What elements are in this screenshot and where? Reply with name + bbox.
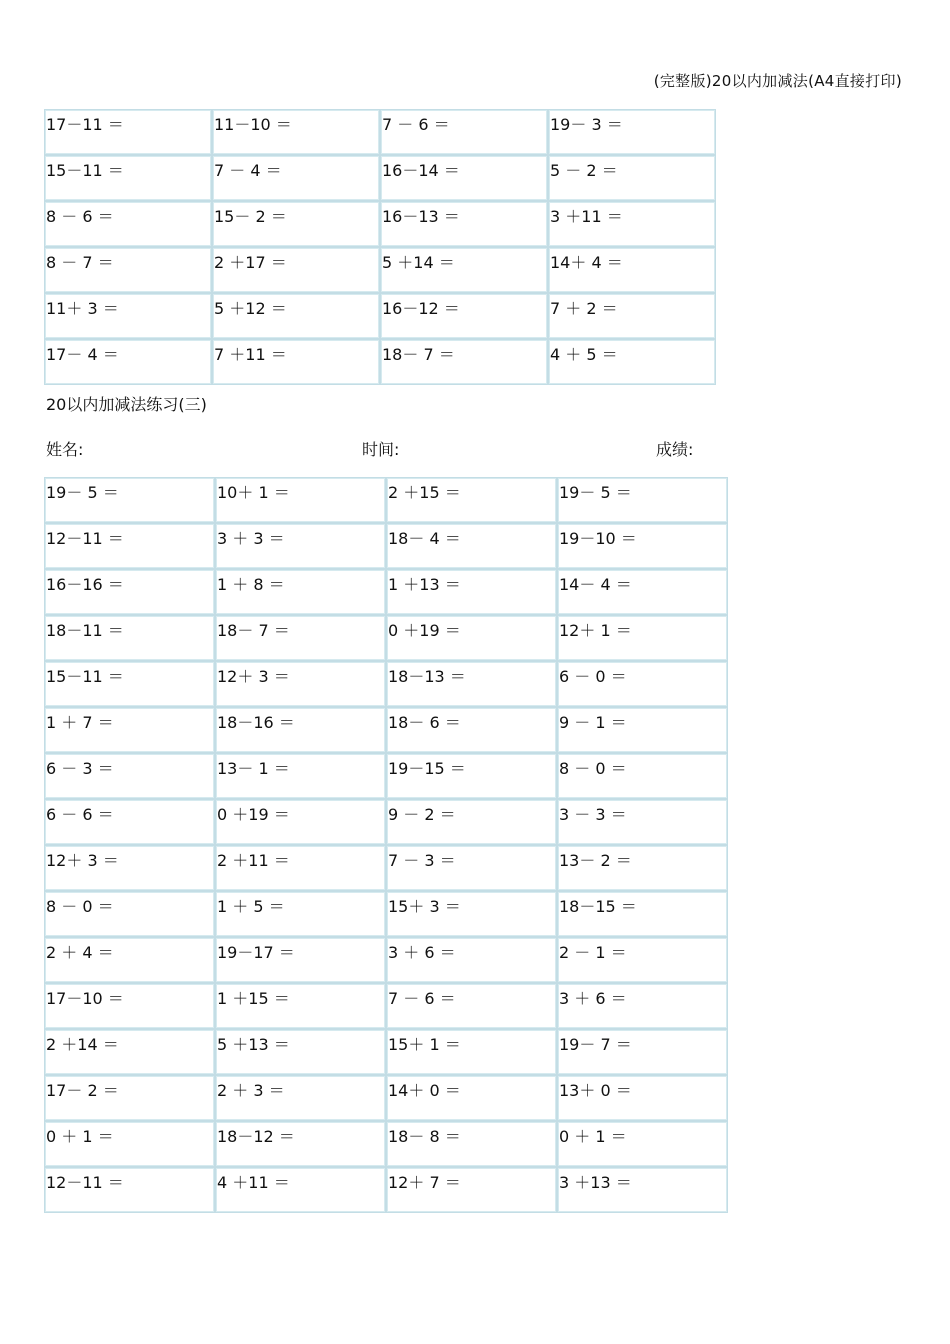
problem-text: 1 ＋15 ＝ <box>217 989 290 1008</box>
problem-cell[interactable] <box>380 247 548 293</box>
problem-cell[interactable] <box>386 891 557 937</box>
problem-text: 2 ＋11 ＝ <box>217 851 290 870</box>
problem-cell[interactable] <box>215 1121 386 1167</box>
problem-text: 12－11 ＝ <box>46 529 124 548</box>
problem-cell[interactable] <box>212 339 380 385</box>
problem-text: 2 ＋ 3 ＝ <box>217 1081 285 1100</box>
problem-row <box>44 615 728 661</box>
problem-cell[interactable] <box>557 845 728 891</box>
problem-row <box>44 799 728 845</box>
problem-cell[interactable] <box>557 523 728 569</box>
time-label: 时间: <box>362 440 400 459</box>
problem-cell[interactable] <box>44 293 212 339</box>
problem-cell[interactable] <box>44 983 215 1029</box>
problem-cell[interactable] <box>44 109 212 155</box>
problem-row <box>44 155 716 201</box>
problem-grid-bottom <box>44 477 728 1213</box>
problem-cell[interactable] <box>215 1075 386 1121</box>
problem-cell[interactable] <box>557 1075 728 1121</box>
problem-cell[interactable] <box>557 569 728 615</box>
problem-text: 5 ＋12 ＝ <box>214 299 287 318</box>
problem-row <box>44 661 728 707</box>
problem-text: 18－15 ＝ <box>559 897 637 916</box>
problem-text: 3 ＋13 ＝ <box>559 1173 632 1192</box>
problem-cell[interactable] <box>557 477 728 523</box>
page-header: (完整版)20以内加减法(A4直接打印) <box>653 72 902 90</box>
problem-cell[interactable] <box>212 155 380 201</box>
problem-row <box>44 983 728 1029</box>
problem-row <box>44 891 728 937</box>
problem-cell[interactable] <box>44 1121 215 1167</box>
problem-cell[interactable] <box>380 155 548 201</box>
section-title: 20以内加减法练习(三) <box>46 395 207 414</box>
problem-text: 14－ 4 ＝ <box>559 575 632 594</box>
problem-text: 15－11 ＝ <box>46 667 124 686</box>
problem-cell[interactable] <box>557 1121 728 1167</box>
problem-cell[interactable] <box>548 109 716 155</box>
problem-text: 16－14 ＝ <box>382 161 460 180</box>
problem-cell[interactable] <box>557 937 728 983</box>
problem-text: 17－ 4 ＝ <box>46 345 119 364</box>
problem-cell[interactable] <box>215 799 386 845</box>
problem-text: 5 ＋13 ＝ <box>217 1035 290 1054</box>
problem-text: 7 － 4 ＝ <box>214 161 282 180</box>
problem-cell[interactable] <box>557 891 728 937</box>
problem-text: 1 ＋ 7 ＝ <box>46 713 114 732</box>
problem-cell[interactable] <box>44 339 212 385</box>
problem-cell[interactable] <box>44 891 215 937</box>
problem-text: 4 ＋ 5 ＝ <box>550 345 618 364</box>
problem-row <box>44 339 716 385</box>
problem-text: 8 － 0 ＝ <box>559 759 627 778</box>
problem-cell[interactable] <box>44 845 215 891</box>
problem-row <box>44 1121 728 1167</box>
problem-cell[interactable] <box>386 1121 557 1167</box>
problem-cell[interactable] <box>557 1167 728 1213</box>
problem-cell[interactable] <box>44 661 215 707</box>
problem-text: 2 － 1 ＝ <box>559 943 627 962</box>
problem-cell[interactable] <box>44 937 215 983</box>
problem-cell[interactable] <box>212 109 380 155</box>
problem-text: 12＋ 1 ＝ <box>559 621 632 640</box>
problem-cell[interactable] <box>380 109 548 155</box>
problem-cell[interactable] <box>380 293 548 339</box>
problem-cell[interactable] <box>557 753 728 799</box>
problem-cell[interactable] <box>215 477 386 523</box>
problem-cell[interactable] <box>548 201 716 247</box>
problem-text: 11－10 ＝ <box>214 115 292 134</box>
problem-text: 2 ＋ 4 ＝ <box>46 943 114 962</box>
problem-text: 8 － 0 ＝ <box>46 897 114 916</box>
problem-cell[interactable] <box>557 615 728 661</box>
problem-text: 2 ＋17 ＝ <box>214 253 287 272</box>
problem-grid-top <box>44 109 716 385</box>
problem-text: 7 － 6 ＝ <box>382 115 450 134</box>
problem-text: 16－13 ＝ <box>382 207 460 226</box>
problem-cell[interactable] <box>380 339 548 385</box>
problem-cell[interactable] <box>386 569 557 615</box>
problem-cell[interactable] <box>557 707 728 753</box>
problem-row <box>44 201 716 247</box>
problem-cell[interactable] <box>44 569 215 615</box>
problem-cell[interactable] <box>557 1029 728 1075</box>
problem-text: 8 － 6 ＝ <box>46 207 114 226</box>
problem-row <box>44 707 728 753</box>
problem-cell[interactable] <box>212 293 380 339</box>
score-label: 成绩: <box>656 440 694 459</box>
problem-text: 18－13 ＝ <box>388 667 466 686</box>
problem-row <box>44 753 728 799</box>
problem-cell[interactable] <box>44 201 212 247</box>
problem-text: 1 ＋13 ＝ <box>388 575 461 594</box>
problem-text: 5 ＋14 ＝ <box>382 253 455 272</box>
problem-cell[interactable] <box>380 201 548 247</box>
name-label: 姓名: <box>46 440 84 459</box>
problem-row <box>44 247 716 293</box>
problem-cell[interactable] <box>215 661 386 707</box>
problem-text: 0 ＋ 1 ＝ <box>46 1127 114 1146</box>
problem-cell[interactable] <box>215 891 386 937</box>
problem-cell[interactable] <box>215 753 386 799</box>
problem-text: 1 ＋ 5 ＝ <box>217 897 285 916</box>
problem-text: 6 － 0 ＝ <box>559 667 627 686</box>
problem-text: 19－ 7 ＝ <box>559 1035 632 1054</box>
problem-text: 6 － 3 ＝ <box>46 759 114 778</box>
problem-cell[interactable] <box>215 983 386 1029</box>
problem-text: 12－11 ＝ <box>46 1173 124 1192</box>
problem-cell[interactable] <box>44 477 215 523</box>
problem-row <box>44 109 716 155</box>
problem-cell[interactable] <box>44 155 212 201</box>
problem-row <box>44 477 728 523</box>
problem-text: 18－ 4 ＝ <box>388 529 461 548</box>
problem-text: 7 － 3 ＝ <box>388 851 456 870</box>
problem-text: 3 ＋ 6 ＝ <box>388 943 456 962</box>
problem-text: 5 － 2 ＝ <box>550 161 618 180</box>
problem-cell[interactable] <box>215 707 386 753</box>
problem-text: 3 ＋ 3 ＝ <box>217 529 285 548</box>
problem-cell[interactable] <box>386 937 557 983</box>
problem-cell[interactable] <box>215 1167 386 1213</box>
problem-row <box>44 1167 728 1213</box>
problem-text: 15－11 ＝ <box>46 161 124 180</box>
problem-text: 9 － 1 ＝ <box>559 713 627 732</box>
problem-cell[interactable] <box>44 707 215 753</box>
problem-text: 16－16 ＝ <box>46 575 124 594</box>
problem-cell[interactable] <box>212 247 380 293</box>
problem-text: 11＋ 3 ＝ <box>46 299 119 318</box>
problem-text: 18－ 7 ＝ <box>382 345 455 364</box>
problem-row <box>44 523 728 569</box>
problem-text: 14＋ 0 ＝ <box>388 1081 461 1100</box>
problem-cell[interactable] <box>548 339 716 385</box>
problem-cell[interactable] <box>386 477 557 523</box>
problem-text: 0 ＋ 1 ＝ <box>559 1127 627 1146</box>
problem-text: 3 ＋ 6 ＝ <box>559 989 627 1008</box>
problem-cell[interactable] <box>44 799 215 845</box>
problem-cell[interactable] <box>44 753 215 799</box>
problem-text: 3 ＋11 ＝ <box>550 207 623 226</box>
problem-cell[interactable] <box>215 845 386 891</box>
problem-cell[interactable] <box>215 937 386 983</box>
problem-text: 15＋ 3 ＝ <box>388 897 461 916</box>
problem-cell[interactable] <box>386 1075 557 1121</box>
problem-text: 14＋ 4 ＝ <box>550 253 623 272</box>
problem-text: 4 ＋11 ＝ <box>217 1173 290 1192</box>
problem-cell[interactable] <box>44 523 215 569</box>
problem-text: 15－ 2 ＝ <box>214 207 287 226</box>
problem-text: 18－ 6 ＝ <box>388 713 461 732</box>
problem-cell[interactable] <box>386 799 557 845</box>
problem-cell[interactable] <box>212 201 380 247</box>
problem-text: 12＋ 3 ＝ <box>217 667 290 686</box>
problem-text: 19－ 3 ＝ <box>550 115 623 134</box>
problem-row <box>44 1075 728 1121</box>
problem-text: 12＋ 3 ＝ <box>46 851 119 870</box>
problem-text: 0 ＋19 ＝ <box>388 621 461 640</box>
problem-cell[interactable] <box>386 1029 557 1075</box>
problem-row <box>44 937 728 983</box>
problem-cell[interactable] <box>386 615 557 661</box>
problem-cell[interactable] <box>386 1167 557 1213</box>
problem-text: 19－ 5 ＝ <box>46 483 119 502</box>
problem-text: 18－11 ＝ <box>46 621 124 640</box>
problem-cell[interactable] <box>44 1029 215 1075</box>
problem-row <box>44 569 728 615</box>
problem-text: 19－15 ＝ <box>388 759 466 778</box>
problem-cell[interactable] <box>548 155 716 201</box>
problem-cell[interactable] <box>215 1029 386 1075</box>
problem-text: 13＋ 0 ＝ <box>559 1081 632 1100</box>
problem-text: 8 － 7 ＝ <box>46 253 114 272</box>
problem-text: 17－11 ＝ <box>46 115 124 134</box>
problem-text: 18－ 8 ＝ <box>388 1127 461 1146</box>
problem-cell[interactable] <box>548 247 716 293</box>
problem-row <box>44 1029 728 1075</box>
problem-text: 6 － 6 ＝ <box>46 805 114 824</box>
problem-text: 17－ 2 ＝ <box>46 1081 119 1100</box>
problem-text: 3 － 3 ＝ <box>559 805 627 824</box>
problem-text: 9 － 2 ＝ <box>388 805 456 824</box>
problem-text: 0 ＋19 ＝ <box>217 805 290 824</box>
problem-row <box>44 845 728 891</box>
problem-cell[interactable] <box>557 661 728 707</box>
problem-cell[interactable] <box>557 983 728 1029</box>
problem-cell[interactable] <box>386 753 557 799</box>
problem-text: 13－ 1 ＝ <box>217 759 290 778</box>
problem-cell[interactable] <box>44 1075 215 1121</box>
problem-cell[interactable] <box>215 569 386 615</box>
problem-text: 18－12 ＝ <box>217 1127 295 1146</box>
problem-cell[interactable] <box>44 1167 215 1213</box>
problem-text: 2 ＋14 ＝ <box>46 1035 119 1054</box>
problem-text: 1 ＋ 8 ＝ <box>217 575 285 594</box>
problem-cell[interactable] <box>44 615 215 661</box>
problem-text: 18－16 ＝ <box>217 713 295 732</box>
problem-text: 18－ 7 ＝ <box>217 621 290 640</box>
problem-text: 2 ＋15 ＝ <box>388 483 461 502</box>
problem-text: 7 ＋11 ＝ <box>214 345 287 364</box>
problem-text: 19－17 ＝ <box>217 943 295 962</box>
problem-text: 12＋ 7 ＝ <box>388 1173 461 1192</box>
problem-cell[interactable] <box>386 523 557 569</box>
problem-cell[interactable] <box>215 615 386 661</box>
problem-text: 7 － 6 ＝ <box>388 989 456 1008</box>
problem-cell[interactable] <box>386 661 557 707</box>
problem-text: 7 ＋ 2 ＝ <box>550 299 618 318</box>
problem-cell[interactable] <box>386 845 557 891</box>
problem-text: 19－10 ＝ <box>559 529 637 548</box>
problem-row <box>44 293 716 339</box>
problem-cell[interactable] <box>386 983 557 1029</box>
problem-cell[interactable] <box>386 707 557 753</box>
problem-text: 17－10 ＝ <box>46 989 124 1008</box>
problem-text: 13－ 2 ＝ <box>559 851 632 870</box>
problem-cell[interactable] <box>44 247 212 293</box>
problem-text: 16－12 ＝ <box>382 299 460 318</box>
problem-cell[interactable] <box>548 293 716 339</box>
problem-text: 19－ 5 ＝ <box>559 483 632 502</box>
problem-text: 15＋ 1 ＝ <box>388 1035 461 1054</box>
problem-cell[interactable] <box>557 799 728 845</box>
problem-cell[interactable] <box>215 523 386 569</box>
problem-text: 10＋ 1 ＝ <box>217 483 290 502</box>
